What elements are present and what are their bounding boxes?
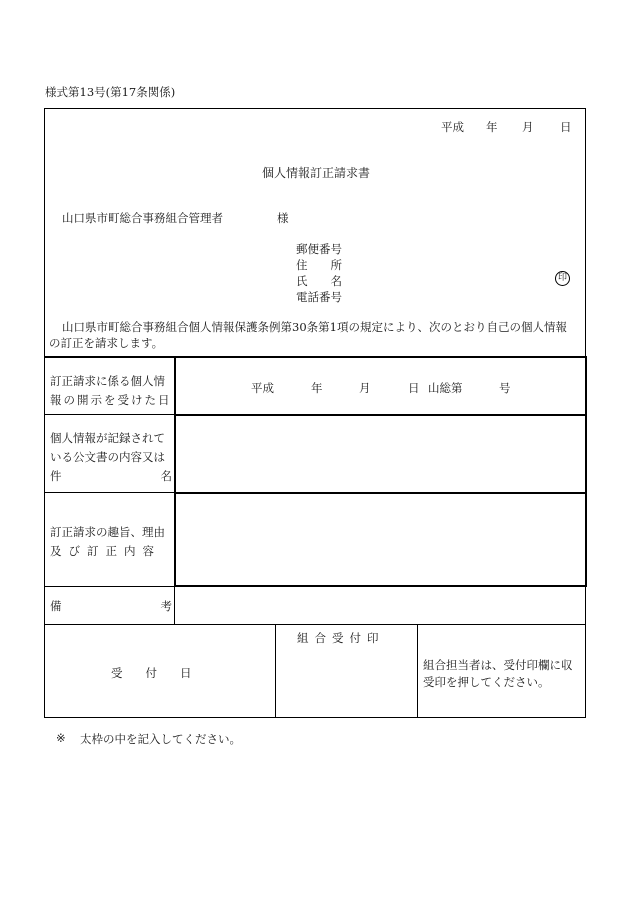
thick-divider-1 — [174, 414, 586, 416]
disclosure-era: 平成 — [251, 381, 274, 395]
document-content-field[interactable] — [178, 418, 583, 490]
footnote-mark: ※ — [56, 731, 66, 745]
purpose-content-field[interactable] — [178, 496, 583, 583]
staff-note-line-2: 受印を押してください。 — [423, 675, 550, 689]
date-era: 平成 — [441, 120, 464, 134]
form-number-label: 様式第13号(第17条関係) — [45, 85, 176, 99]
thick-vertical-divider — [174, 356, 176, 587]
addressee-honorific: 様 — [277, 211, 289, 225]
date-month: 月 — [522, 120, 534, 134]
addressee-name: 山口県市町総合事務組合管理者 — [62, 211, 223, 225]
address-label: 住 所 — [296, 258, 342, 272]
date-year: 年 — [486, 120, 498, 134]
staff-note-line-1: 組合担当者は、受付印欄に収 — [423, 658, 573, 672]
label-divider-3 — [44, 586, 175, 587]
document-label-3a: 件 — [50, 469, 62, 483]
statement-line-1: 山口県市町総合事務組合個人情報保護条例第30条第1項の規定により、次のとおり自己の個人情報 — [62, 320, 567, 334]
bottom-section-divider — [44, 624, 586, 625]
received-date-label: 受 付 日 — [111, 666, 192, 680]
remarks-vertical-divider — [174, 587, 175, 624]
disclosure-number: 号 — [499, 381, 511, 395]
disclosure-label-line-1: 訂正請求に係る個人情 — [50, 374, 165, 388]
remarks-label — [50, 598, 172, 614]
bottom-divider-right — [417, 624, 418, 718]
name-label: 氏 名 — [296, 274, 342, 288]
document-label-line-1: 個人情報が記録されて — [50, 431, 165, 445]
purpose-label-line-1: 訂正請求の趣旨、理由 — [50, 525, 165, 539]
phone-label: 電話番号 — [296, 290, 342, 304]
document-label-3b: 名 — [160, 469, 172, 483]
thick-divider-2 — [174, 492, 586, 494]
seal-mark: 印 — [555, 271, 570, 286]
disclosure-prefix: 山総第 — [428, 381, 463, 395]
disclosure-year: 年 — [311, 381, 323, 395]
document-label-line-3 — [50, 468, 172, 484]
remarks-label-b: 考 — [160, 599, 172, 613]
postal-code-label: 郵便番号 — [296, 242, 342, 256]
bottom-divider-left — [275, 624, 276, 718]
statement-line-2: の訂正を請求します。 — [49, 336, 164, 350]
document-label-line-2: いる公文書の内容又は — [50, 450, 165, 464]
thick-divider-3 — [174, 585, 586, 587]
thick-divider-top — [44, 356, 586, 358]
remarks-label-a: 備 — [50, 599, 62, 613]
label-divider-1 — [44, 414, 175, 415]
remarks-field[interactable] — [177, 589, 583, 622]
page-title: 個人情報訂正請求書 — [262, 166, 371, 180]
disclosure-month: 月 — [359, 381, 371, 395]
label-divider-2 — [44, 492, 175, 493]
footnote: 太枠の中を記入してください。 — [80, 732, 241, 746]
stamp-header: 組合受付印 — [297, 631, 385, 645]
disclosure-label-line-2: 報の開示を受けた日 — [50, 393, 172, 407]
purpose-label-line-2: 及び訂正内容 — [50, 544, 161, 558]
thick-right-edge — [585, 356, 587, 587]
disclosure-day: 日 — [408, 381, 420, 395]
form-outer-frame — [44, 108, 586, 718]
date-day: 日 — [560, 120, 572, 134]
